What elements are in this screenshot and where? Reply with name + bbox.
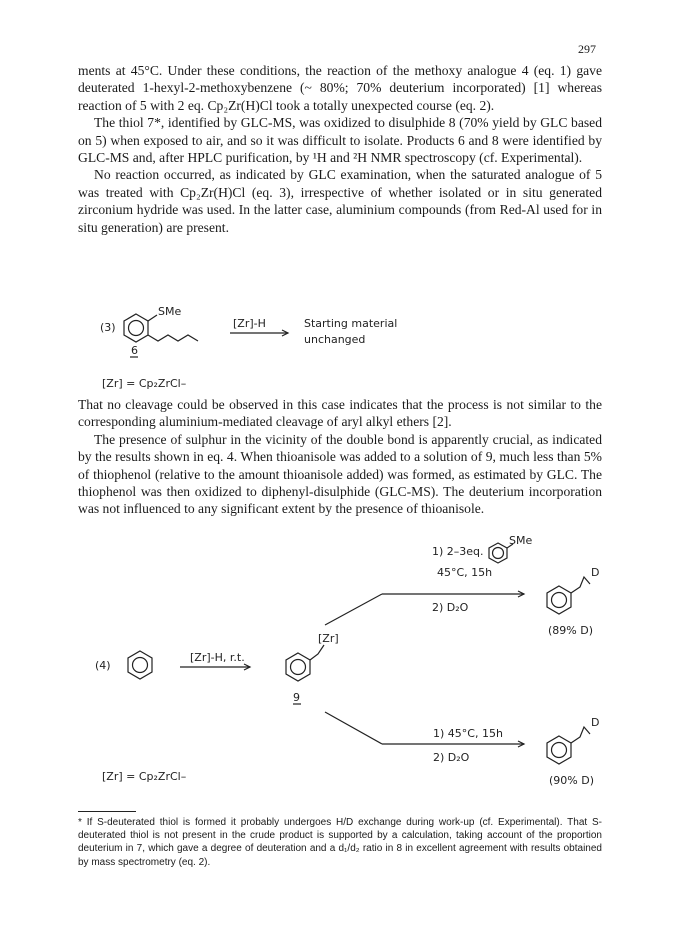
intermediate-zr-label: [Zr] [318,632,339,645]
eq-4-label: (4) [95,659,111,672]
paragraph-3: No reaction occurred, as indicated by GLC examination, when the saturated analogue of 5 was treated with Cp₂Zr(H)Cl (eq. 3), irrespective of whether isolated or in situ generated zirconium hydride was used. In the latter case, aluminium compounds (from Red-Al used for in situ generation) are present. [78,167,602,235]
benzene-ring-product-lower [547,736,571,764]
deuterated-vinyl-lower [571,727,590,743]
eq-3-label: (3) [100,321,116,334]
aromatic-circle-thioanisole [493,548,504,559]
aromatic-circle-product-upper [552,593,567,608]
lower-deuterium-atom: D [591,716,600,729]
sme-substituent-6: SMe [158,305,182,318]
result-line-2: unchanged [304,333,366,346]
zr-legend-4: [Zr] = Cp₂ZrCl– [102,770,187,783]
aromatic-circle-product-lower [552,743,567,758]
compound-number-6: 6 [131,344,138,357]
upper-step-1: 1) 2–3eq. [432,545,484,558]
upper-deuterium-atom: D [591,566,600,579]
zr-legend-3: [Zr] = Cp₂ZrCl– [102,377,187,390]
benzene-ring-product-upper [547,586,571,614]
paragraph-2: The thiol 7*, identified by GLC-MS, was oxidized to disulphide 8 (70% yield by GLC based on 5) when exposed to air, and so it was difficult to isolate. Products 6 and 8 were identified by GLC-MS and, after HPLC purification, by ¹H and ²H NMR spectroscopy (cf. Experimental). [78,115,602,166]
footnote: * If S-deuterated thiol is formed it probably undergoes H/D exchange during work-up (cf. Experimental). That S-deuterated thiol is not present in the crude product is supported by a calculation, taking account of the proportion deuterium in 7, which gave a degree of deuteration and a d₁/d₂ ratio in 8 in excellent agreement with results obtained by mass spectrometry (eq. 2). [78,817,602,868]
result-line-1: Starting material [304,317,398,330]
benzene-ring-9 [286,653,310,681]
reagent-4: [Zr]-H, r.t. [190,651,245,664]
compound-number-9: 9 [293,691,300,704]
branch-line-upper [325,594,382,625]
zr-vinyl-bond-9 [310,645,324,660]
page-number: 297 [578,42,596,56]
lower-yield: (90% D) [549,774,594,787]
benzene-ring-start [128,651,152,679]
deuterated-vinyl-upper [571,577,590,593]
upper-sme-substituent: SMe [509,534,533,547]
aromatic-circle-9 [291,660,306,675]
branch-line-lower [325,712,382,744]
upper-conditions: 45°C, 15h [437,566,493,579]
upper-yield: (89% D) [548,624,593,637]
upper-step-2: 2) D₂O [432,601,469,614]
thioanisole-ring [489,543,507,563]
lower-step-1: 1) 45°C, 15h [433,727,503,740]
lower-step-2: 2) D₂O [433,751,470,764]
paragraph-1: ments at 45°C. Under these conditions, the reaction of the methoxy analogue 4 (eq. 1) gave deuterated 1-hexyl-2-methoxybenzene (~ 80%; 70% deuterium incorporated) [1] whereas reaction of 5 with 2 eq. Cp₂Zr(H)Cl took a totally unexpected course (eq. 2). [78,63,602,113]
paragraph-4: That no cleavage could be observed in this case indicates that the process is not similar to the corresponding aluminium-mediated cleavage of aryl alkyl ethers [2]. [78,397,602,430]
paragraph-5: The presence of sulphur in the vicinity of the double bond is apparently crucial, as indicated by the results shown in eq. 4. When thioanisole was added to a solution of 9, much less than 5% of thiophenol (relative to the amount thioanisole added) was formed, as estimated by GLC. The thiophenol was then oxidized to diphenyl-disulphide (GLC-MS). The deuterium incorporation was not influenced to any significant extent by the presence of thioanisole. [78,431,602,517]
reagent-3: [Zr]-H [233,317,266,330]
aromatic-circle-start [133,658,148,673]
footnote-rule [78,811,136,812]
